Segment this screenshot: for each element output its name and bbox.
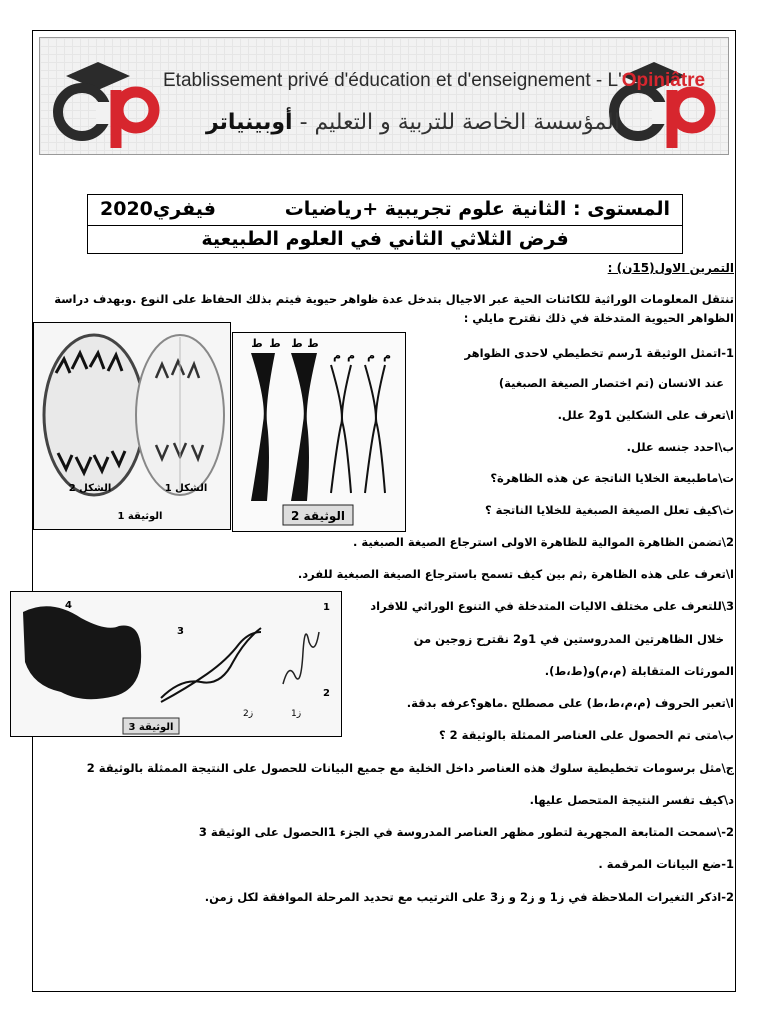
- doc3-label-3: 3: [177, 626, 184, 637]
- doc1-drawing: [34, 323, 230, 529]
- doc3-label-4: 4: [65, 600, 72, 611]
- date-text: فيفري2020: [100, 198, 216, 220]
- doc2-top-label-2: ط: [269, 337, 281, 350]
- doc2-top-label-7: م: [366, 349, 376, 362]
- figure-doc1: [33, 322, 231, 530]
- question-2: 2\تضمن الظاهرة الموالية للظاهرة الاولى استرجاع الصيغة الصبغية .: [353, 535, 734, 549]
- figure-doc2: [232, 332, 406, 532]
- banner-french-brand: Opiniâtre: [621, 70, 706, 91]
- question-3c: ج\مثل برسومات تخطيطية سلوك هذه العناصر داخل الخلية مع جميع البيانات للحصول على النتيجة الممثلة بالوثيقة 2: [86, 761, 734, 775]
- doc3-z2-label: ز2: [243, 709, 254, 719]
- question-4: 2-\سمحت المتابعة المجهرية لتطور مظهر العناصر المدروسة في الجزء 1الحصول على الوثيقة 3: [198, 825, 734, 839]
- question-1b: ب\احدد جنسه علل.: [626, 440, 734, 454]
- question-1d: ث\كيف تعلل الصيغة الصبغية للخلايا الناتجة ؟: [484, 503, 734, 517]
- question-1a: ا\تعرف على الشكلين 1و2 علل.: [557, 408, 734, 422]
- level-text: المستوى : الثانية علوم تجريبية +رياضيات: [284, 198, 670, 220]
- question-1-cont: عند الانسان (تم اختصار الصيغة الصبغية): [498, 376, 724, 390]
- doc2-label: الوثيقة 2: [291, 509, 345, 523]
- question-4b: 2-اذكر التغيرات الملاحظة في ز1 و ز2 و ز3 على الترتيب مع تحديد المرحلة الموافقة لكل زمن.: [204, 890, 734, 904]
- exam-title: فرض الثلاثي الثاني في العلوم الطبيعية: [201, 228, 569, 250]
- banner-french-line: [163, 70, 706, 92]
- doc3-drawing: [11, 592, 341, 736]
- doc2-top-label-1: ط: [251, 337, 263, 350]
- question-4a: 1-ضع البيانات المرقمة .: [598, 857, 734, 871]
- doc2-top-label-4: ط: [307, 337, 319, 350]
- header-banner: [39, 37, 729, 155]
- doc2-drawing: [233, 333, 405, 531]
- question-3b: ب\متى تم الحصول على العناصر الممثلة بالوثيقة 2 ؟: [438, 728, 734, 742]
- exercise-heading: التمرين الاول(15ن) :: [607, 261, 734, 275]
- doc2-top-label-6: م: [346, 349, 356, 362]
- banner-arabic-brand: أوبينياتر: [205, 110, 293, 135]
- doc2-top-label-3: ط: [291, 337, 303, 350]
- question-1c: ت\ماطبيعة الخلايا الناتجة عن هذه الظاهرة؟: [490, 471, 734, 485]
- question-2a: ا\تعرف على هذه الظاهرة ,ثم بين كيف تسمح باسترجاع الصيغة الصبغية للفرد.: [297, 567, 734, 581]
- doc2-top-label-8: م: [382, 349, 392, 362]
- banner-arabic-text: المؤسسة الخاصة للتربية و التعليم -: [292, 110, 620, 135]
- intro-line-1: تنتقل المعلومات الوراثية للكائنات الحية عبر الاجيال بتدخل عدة ظواهر حيوية فيتم بذلك الحفاظ على النوع .وبهدف دراسة: [54, 292, 734, 306]
- title-row-level: [88, 195, 682, 226]
- school-logo-left-icon: [46, 46, 166, 150]
- doc3-z1-label: ز1: [291, 709, 302, 719]
- banner-french-text: Etablissement privé d'éducation et d'enseignement - L': [163, 70, 622, 91]
- question-3a: ا\تعبر الحروف (م،م،ط،ط) على مصطلح .ماهو؟عرفه بدقة.: [406, 696, 734, 710]
- school-logo-right-icon: [602, 46, 722, 150]
- doc1-shape1-label: الشكل 1: [164, 483, 208, 494]
- question-3d: د\كيف تفسر النتيجة المتحصل عليها.: [529, 793, 734, 807]
- doc2-top-label-5: م: [332, 349, 342, 362]
- doc1-shape2-label: الشكل 2: [68, 483, 112, 494]
- question-3-cont: خلال الظاهرتين المدروستين في 1و2 نقترح زوجين من: [413, 632, 724, 646]
- title-box: [87, 194, 683, 254]
- figure-doc3: [10, 591, 342, 737]
- intro-line-2: الظواهر الحيوية المتدخلة في ذلك نقترح مايلي :: [463, 311, 734, 325]
- doc3-label-2: 2: [323, 688, 330, 699]
- question-3: 3\للتعرف على مختلف الاليات المتدخلة في التنوع الوراثي للافراد: [370, 599, 734, 613]
- question-3-cont2: المورثات المتقابلة (م،م)و(ط،ط).: [544, 664, 734, 678]
- doc1-label: الوثيقة 1: [117, 511, 163, 522]
- question-1: 1-اتمثل الوثيقة 1رسم تخطيطي لاحدى الظواهر: [464, 346, 734, 360]
- banner-arabic-line: [205, 110, 620, 135]
- doc3-label-1: 1: [323, 602, 330, 613]
- doc3-label: الوثيقة 3: [128, 722, 174, 733]
